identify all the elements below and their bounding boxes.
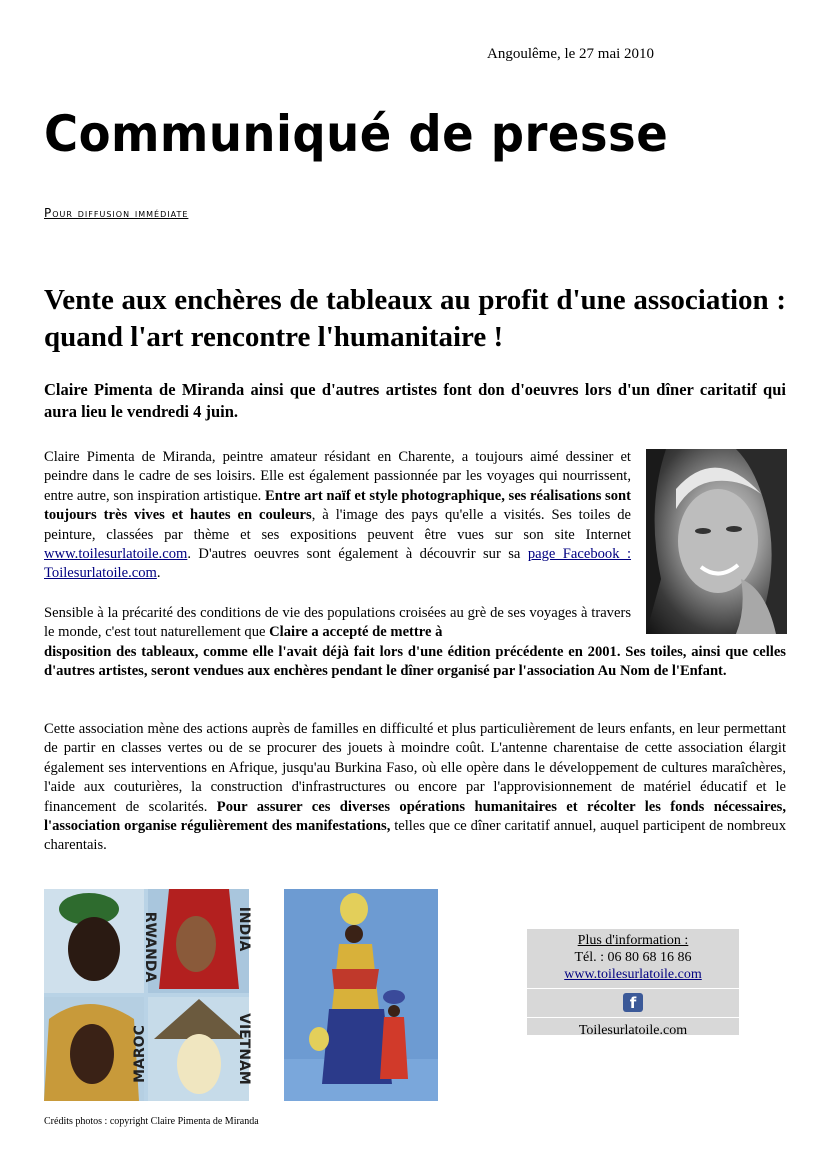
painting-label-vietnam: VIETNAM bbox=[236, 1013, 252, 1085]
contact-divider-2 bbox=[527, 1017, 739, 1018]
paragraph-donation: Sensible à la précarité des conditions de vie des populations croisées au grè de ses voyages à travers le monde, c'est tout naturellement que Claire a accepté de mettre à disposition des tableaux, comme elle l'avait déjà fait lors d'une édition précédente en 2001. Ses toiles, ainsi que celles d'autres artistes, seront vendues aux enchères pendant le dîner organisé par l'association Au Nom de l'Enfant. bbox=[44, 605, 786, 680]
contact-website-link[interactable]: www.toilesurlatoile.com bbox=[564, 967, 702, 982]
contact-heading: Plus d'information : bbox=[577, 933, 689, 948]
painting-label-india: INDIA bbox=[236, 906, 252, 952]
contact-facebook-name: Toilesurlatoile.com bbox=[578, 1023, 688, 1038]
headline: Vente aux enchères de tableaux au profit d'une association : quand l'art rencontre l'humanitaire ! bbox=[44, 284, 786, 353]
photo-credits: Crédits photos : copyright Claire Pimenta de Miranda bbox=[44, 1116, 259, 1127]
paragraph-artist: Claire Pimenta de Miranda, peintre amateur résidant en Charente, a toujours aimé dessiner et peindre dans le cadre de ses loisirs. Elle est également passionnée par les voyages qui nourrissent, entre autre, son inspiration artistique. Entre art naïf et style photographique, ses réalisations sont toujours très vives et hautes en couleurs, à l'image des pays qu'elle a visités. Ses toiles de peinture, classées par thème et ses expositions peuvent être vues sur son site Internet www.toilesurlatoile.com. D'autres oeuvres sont également à découvrir sur sa page Facebook : Toilesurlatoile.com. bbox=[44, 449, 632, 582]
highlight-style: Entre art naïf et style photographique, ses réalisations sont toujours très vives et hautes en couleurs bbox=[44, 487, 631, 524]
painting-portraits bbox=[44, 889, 252, 1101]
painting-african-women bbox=[284, 889, 438, 1101]
facebook-page-link[interactable]: page Facebook : Toilesurlatoile.com bbox=[44, 546, 632, 582]
paragraph-association: Cette association mène des actions auprès de familles en difficulté et plus particulièrement de leurs enfants, en leur permettant de partir en classes vertes ou de se procurer des jouets à moindre coût. L'antenne charentaise de cette association élargit également ses interventions en Afrique, jusqu'au Burkina Faso, où elle opère dans le développement de cultures maraîchères, l'aide aux couturières, la construction d'infrastructures ou encore par l'approvisionnement de matériel éducatif et le financement de scolarités. Pour assurer ces diverses opérations humanitaires et récolter les fonds nécessaires, l'association organise régulièrement des manifestations, telles que ce dîner caritatif annuel, auquel participent de nombreux charentais. bbox=[44, 721, 787, 854]
highlight-association: Pour assurer ces diverses opérations humanitaires et récolter les fonds nécessaires, l'association organise régulièrement des manifestations, bbox=[44, 798, 787, 835]
facebook-icon[interactable]: f bbox=[623, 993, 643, 1012]
highlight-donation: disposition des tableaux, comme elle l'avait déjà fait lors d'une édition précédente en 2001. Ses toiles, ainsi que celles d'autres artistes, seront vendues aux enchères pendant le dîner organisé par l'association Au Nom de l'Enfant. bbox=[44, 643, 786, 680]
diffusion-note: Pour diffusion immédiate bbox=[44, 206, 189, 220]
website-link[interactable]: www.toilesurlatoile.com bbox=[44, 546, 188, 563]
lead-paragraph: Claire Pimenta de Miranda ainsi que d'autres artistes font don d'oeuvres lors d'un dîner caritatif qui aura lieu le vendredi 4 juin. bbox=[44, 380, 786, 421]
document-date: Angoulême, le 27 mai 2010 bbox=[487, 46, 655, 62]
highlight-donation-start: Claire a accepté de mettre à bbox=[269, 624, 443, 641]
contact-divider bbox=[527, 988, 739, 989]
painting-label-maroc: MAROC bbox=[132, 1025, 148, 1083]
contact-info-box bbox=[527, 929, 739, 1038]
contact-phone: Tél. : 06 80 68 16 86 bbox=[574, 950, 692, 965]
page-title: Communiqué de presse bbox=[44, 105, 669, 163]
painting-label-rwanda: RWANDA bbox=[142, 911, 158, 983]
